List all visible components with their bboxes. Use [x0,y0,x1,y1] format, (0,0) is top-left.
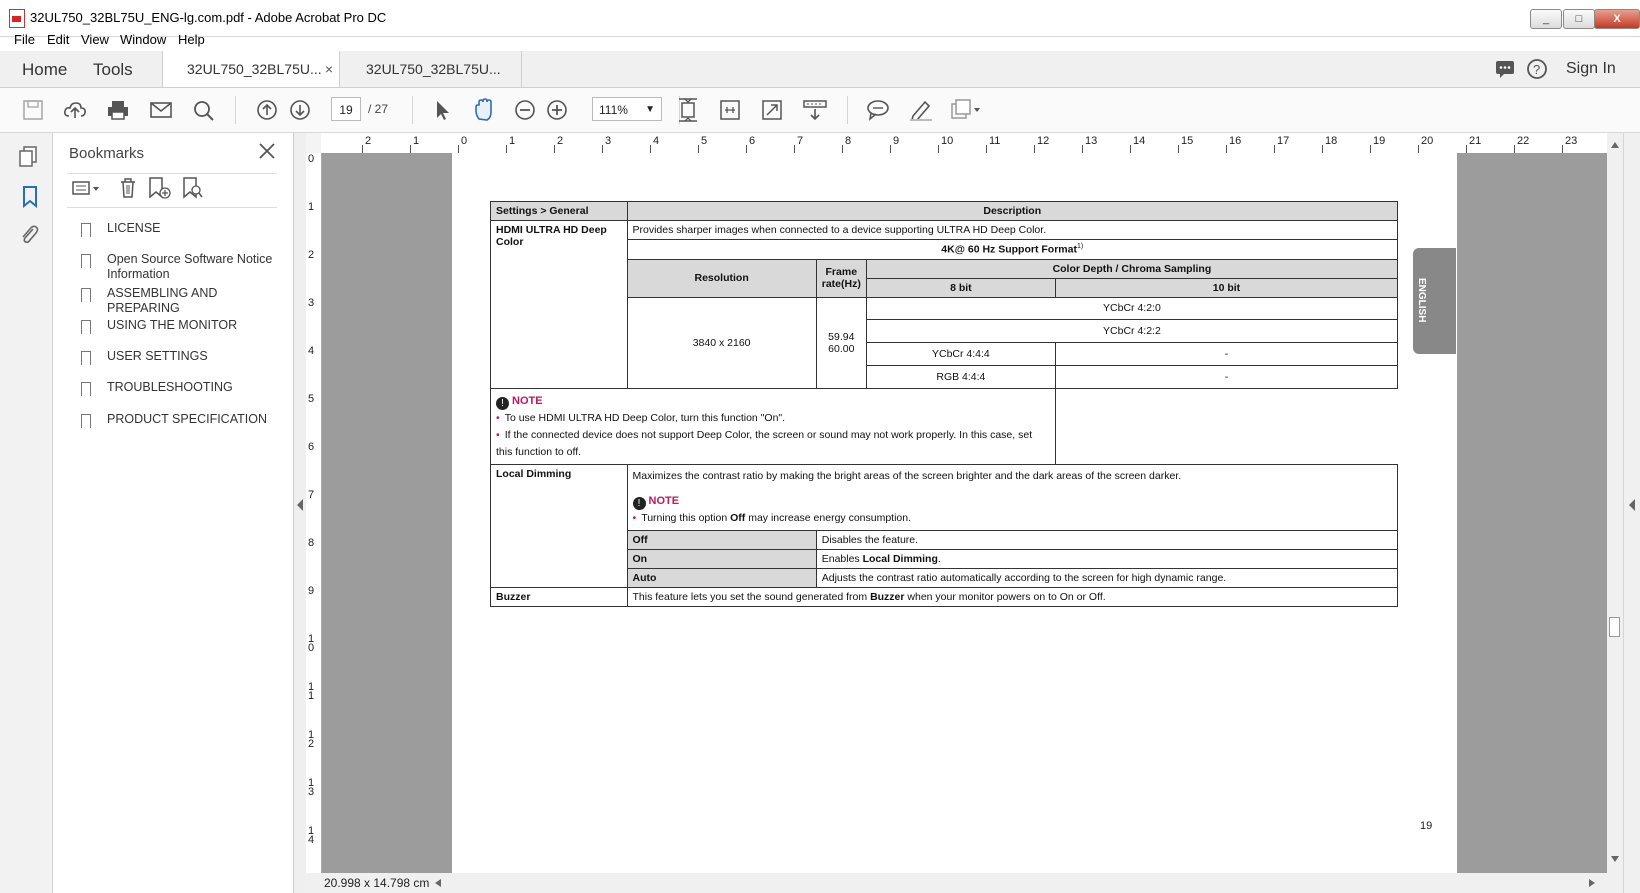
maximize-button[interactable]: □ [1563,9,1595,29]
ruler-tick [1082,145,1083,153]
ruler-tick-label: 2 [557,135,564,147]
next-page-icon[interactable] [289,99,311,121]
ruler-tick [842,145,843,153]
ruler-tick [458,145,459,153]
ruler-tick-label: 3 [308,297,315,309]
tab-document-active[interactable] [162,51,340,87]
column-10bit: 10 bit [1055,278,1397,297]
frame-rate-values: 59.94 60.00 [816,297,866,388]
option-on: On [627,549,816,568]
bookmarks-panel-icon[interactable] [20,185,40,209]
bookmark-icon [81,254,91,268]
scrollbar-thumb[interactable] [1609,617,1620,637]
bookmark-icon [81,288,91,302]
option-auto: Auto [627,568,816,587]
ruler-tick-label: 6 [749,135,756,147]
bookmark-using-monitor[interactable]: USING THE MONITOR [83,318,283,333]
attachments-paperclip-icon[interactable] [18,223,40,247]
sign-in-link[interactable]: Sign In [1566,60,1616,77]
bookmark-open-source[interactable]: Open Source Software Notice Information [83,252,283,282]
menu-window[interactable]: Window [120,32,167,47]
note-icon: ! [496,397,509,410]
option-auto-desc: Adjusts the contrast ratio automatically according to the screen for high dynamic range. [816,568,1397,587]
ruler-tick-label: 5 [308,393,315,405]
ruler-tick [506,145,507,153]
ruler-tick [362,145,363,153]
format-ycbcr420: YCbCr 4:2:0 [866,297,1397,320]
scroll-down-arrow-icon[interactable] [1610,855,1620,863]
page-thumbnails-icon[interactable] [18,145,40,169]
column-frame-rate: Frame rate(Hz) [816,259,866,297]
ruler-tick [890,145,891,153]
ruler-tick [1370,145,1371,153]
language-side-tab: ENGLISH [1413,248,1456,354]
ruler-tick [650,145,651,153]
zoom-in-icon[interactable] [546,99,568,121]
select-arrow-icon[interactable] [432,99,452,121]
ruler-tick [794,145,795,153]
bookmark-troubleshooting[interactable]: TROUBLESHOOTING [83,380,283,395]
setting-label-hdmi: HDMI ULTRA HD Deep Color [491,221,628,389]
new-bookmark-icon[interactable] [147,176,173,200]
ruler-tick-label: 1 [308,201,315,213]
column-resolution: Resolution [627,259,816,297]
divider [67,207,277,208]
scroll-up-arrow-icon[interactable] [1610,141,1620,149]
bookmark-icon [81,320,91,334]
ruler-tick-label: 9 [308,585,315,597]
ruler-tick [1466,145,1467,153]
menu-edit[interactable]: Edit [47,32,70,47]
ruler-tick-label: 23 [1565,135,1578,147]
tab-home[interactable]: Home [22,60,68,79]
page-size-readout: 20.998 x 14.798 cm [324,876,430,890]
vertical-scrollbar[interactable] [1607,133,1623,873]
ruler-tick-label: 1 4 [308,825,315,846]
collapse-left-arrow-icon[interactable] [295,498,305,512]
column-color-depth: Color Depth / Chroma Sampling [866,259,1397,278]
ruler-tick-label: 13 [1085,135,1098,147]
zoom-select[interactable] [592,97,662,121]
bookmark-license[interactable]: LICENSE [83,221,283,236]
bookmark-icon [81,223,91,237]
page-number-footer: 19 [1420,820,1433,832]
search-icon[interactable] [192,99,216,121]
comment-bubble-icon[interactable] [1494,58,1516,80]
ruler-tick [746,145,747,153]
fit-page-icon[interactable] [676,96,700,124]
save-icon[interactable] [22,99,44,121]
full-screen-icon[interactable] [760,98,784,122]
ruler-tick [602,145,603,153]
settings-table [490,201,1398,607]
ruler-tick [1562,145,1563,153]
ruler-tick-label: 16 [1229,135,1242,147]
highlight-pen-icon[interactable] [908,98,934,122]
ruler-tick-label: 2 [308,249,315,261]
panel-collapse-strip[interactable] [294,133,306,893]
ruler-tick-label: 12 [1037,135,1050,147]
menu-file[interactable]: File [14,32,35,47]
close-tab-icon[interactable]: × [324,61,333,77]
ruler-tick-label: 17 [1277,135,1290,147]
ruler-tick [1274,145,1275,153]
navigation-rail [0,133,53,893]
note-icon: ! [633,497,646,510]
ruler-tick-label: 3 [605,135,612,147]
ruler-tick-label: 18 [1325,135,1338,147]
ruler-corner [306,133,321,153]
tab-document-label: 32UL750_32BL75U... [366,61,501,77]
comment-icon[interactable] [866,98,890,122]
tab-document-2[interactable] [342,51,522,87]
find-bookmark-icon[interactable] [181,176,207,200]
menu-view[interactable]: View [81,32,109,47]
tab-row [0,51,1640,88]
table-header-settings: Settings > General [491,202,628,221]
ruler-tick-label: 9 [893,135,900,147]
ruler-tick-label: 21 [1469,135,1482,147]
print-icon[interactable] [106,99,130,121]
toolbar-separator [847,96,848,124]
horizontal-ruler [321,133,1606,154]
email-icon[interactable] [149,99,173,121]
close-panel-icon[interactable] [257,141,277,161]
ruler-tick [1130,145,1131,153]
scroll-right-arrow-icon[interactable] [1588,878,1596,888]
ruler-tick-label: 6 [308,441,315,453]
help-icon[interactable] [1526,58,1548,80]
option-on-desc: Enables Local Dimming. [816,549,1397,568]
buzzer-description: This feature lets you set the sound generated from Buzzer when your monitor powers on to On or Off. [627,587,1398,606]
fit-width-icon[interactable] [718,98,742,122]
scroll-left-arrow-icon[interactable] [434,878,442,888]
ruler-tick-label: 15 [1181,135,1194,147]
window-title: 32UL750_32BL75U_ENG-lg.com.pdf - Adobe Acrobat Pro DC [30,10,387,25]
ruler-tick-label: 0 [461,135,468,147]
bookmark-product-spec[interactable]: PRODUCT SPECIFICATION [83,412,283,427]
ruler-tick-label: 1 1 [308,681,315,702]
close-window-button[interactable]: X [1594,9,1640,29]
ruler-tick [698,145,699,153]
hdmi-note: ! NOTE • To use HDMI ULTRA HD Deep Color, turn this function "On". • If the connected device does not support Deep Color, the screen or sound may not work properly. In this case, set this function to off. [491,388,1056,464]
ruler-tick-label: 19 [1373,135,1386,147]
option-off-desc: Disables the feature. [816,530,1397,549]
ruler-tick [938,145,939,153]
ruler-tick-label: 1 [509,135,516,147]
svg-text:?: ? [1533,62,1541,77]
ruler-tick-label: 1 2 [308,729,315,750]
previous-page-icon[interactable] [256,99,278,121]
ruler-tick-label: 8 [308,537,315,549]
tab-document-label: 32UL750_32BL75U... [187,61,322,77]
ruler-tick-label: 14 [1133,135,1146,147]
ruler-tick-label: 5 [701,135,708,147]
ruler-tick [1322,145,1323,153]
setting-label-buzzer: Buzzer [491,587,628,606]
page-total: / 27 [368,102,389,116]
vertical-ruler [306,153,322,873]
bookmarks-title: Bookmarks [69,145,145,162]
upload-cloud-icon[interactable] [63,99,87,121]
dimming-description: Maximizes the contrast ratio by making the bright areas of the screen brighter and the dark areas of the screen darker. ! NOTE • Turning this option Off may increase energy consumption. [627,464,1398,530]
menu-bar [0,30,1640,50]
ruler-tick [1226,145,1227,153]
ruler-tick [986,145,987,153]
ruler-tick [1418,145,1419,153]
resolution-value: 3840 x 2160 [627,297,816,388]
ruler-tick-label: 1 0 [308,633,315,654]
format-title-cell: 4K@ 60 Hz Support Format$^{1)}$ [627,240,1398,260]
scroll-mode-icon[interactable] [802,98,828,122]
toolbar-separator [412,96,413,124]
toolbar [0,88,1640,133]
ruler-tick-label: 7 [797,135,804,147]
ruler-tick [410,145,411,153]
option-off: Off [627,530,816,549]
setting-label-local-dimming: Local Dimming [491,464,628,587]
ruler-tick [1514,145,1515,153]
ruler-tick-label: 2 [365,135,372,147]
bookmark-options-icon[interactable] [71,177,103,199]
bookmark-user-settings[interactable]: USER SETTINGS [83,349,283,364]
bookmark-assembling[interactable]: ASSEMBLING AND PREPARING [83,286,283,316]
ruler-tick-label: 10 [941,135,954,147]
zoom-value: 111% [599,103,628,117]
ruler-tick-label: 8 [845,135,852,147]
format-rgb444: RGB 4:4:4 [866,365,1055,388]
ruler-tick-label: 20 [1421,135,1434,147]
delete-bookmark-icon[interactable] [117,176,139,200]
ruler-tick-label: 4 [308,345,315,357]
toolbar-separator [235,96,236,124]
status-bar [306,873,1623,893]
chevron-down-icon: ▼ [645,104,655,115]
page-number-input[interactable]: 19 [331,97,361,121]
divider [67,173,277,174]
ruler-tick-label: 22 [1517,135,1530,147]
ruler-tick-label: 7 [308,489,315,501]
ruler-tick-label: 1 3 [308,777,315,798]
zoom-out-icon[interactable] [514,99,536,121]
format-ycbcr444: YCbCr 4:4:4 [866,343,1055,366]
format-ycbcr422: YCbCr 4:2:2 [866,320,1397,343]
right-tools-rail [1623,133,1640,893]
bookmark-icon [81,414,91,428]
ruler-tick [554,145,555,153]
tab-tools[interactable]: Tools [93,60,133,79]
format-ycbcr444-10bit: - [1055,343,1397,366]
expand-right-panel-icon[interactable] [1627,498,1637,512]
more-tools-icon[interactable] [950,98,984,122]
hand-tool-icon[interactable] [472,97,496,123]
ruler-tick-label: 11 [989,135,1001,147]
ruler-tick-label: 0 [308,153,315,165]
ruler-tick [1178,145,1179,153]
ruler-tick [1034,145,1035,153]
hdmi-description: Provides sharper images when connected to a device supporting ULTRA HD Deep Color. [627,221,1398,240]
bookmarks-panel [53,133,294,893]
bookmark-icon [81,382,91,396]
menu-help[interactable]: Help [178,32,205,47]
table-header-description: Description [627,202,1398,221]
column-8bit: 8 bit [866,278,1055,297]
pdf-file-icon [9,9,25,28]
format-rgb444-10bit: - [1055,365,1397,388]
ruler-tick-label: 1 [413,135,420,147]
minimize-button[interactable]: _ [1530,9,1562,29]
bookmark-icon [81,351,91,365]
ruler-tick-label: 4 [653,135,660,147]
